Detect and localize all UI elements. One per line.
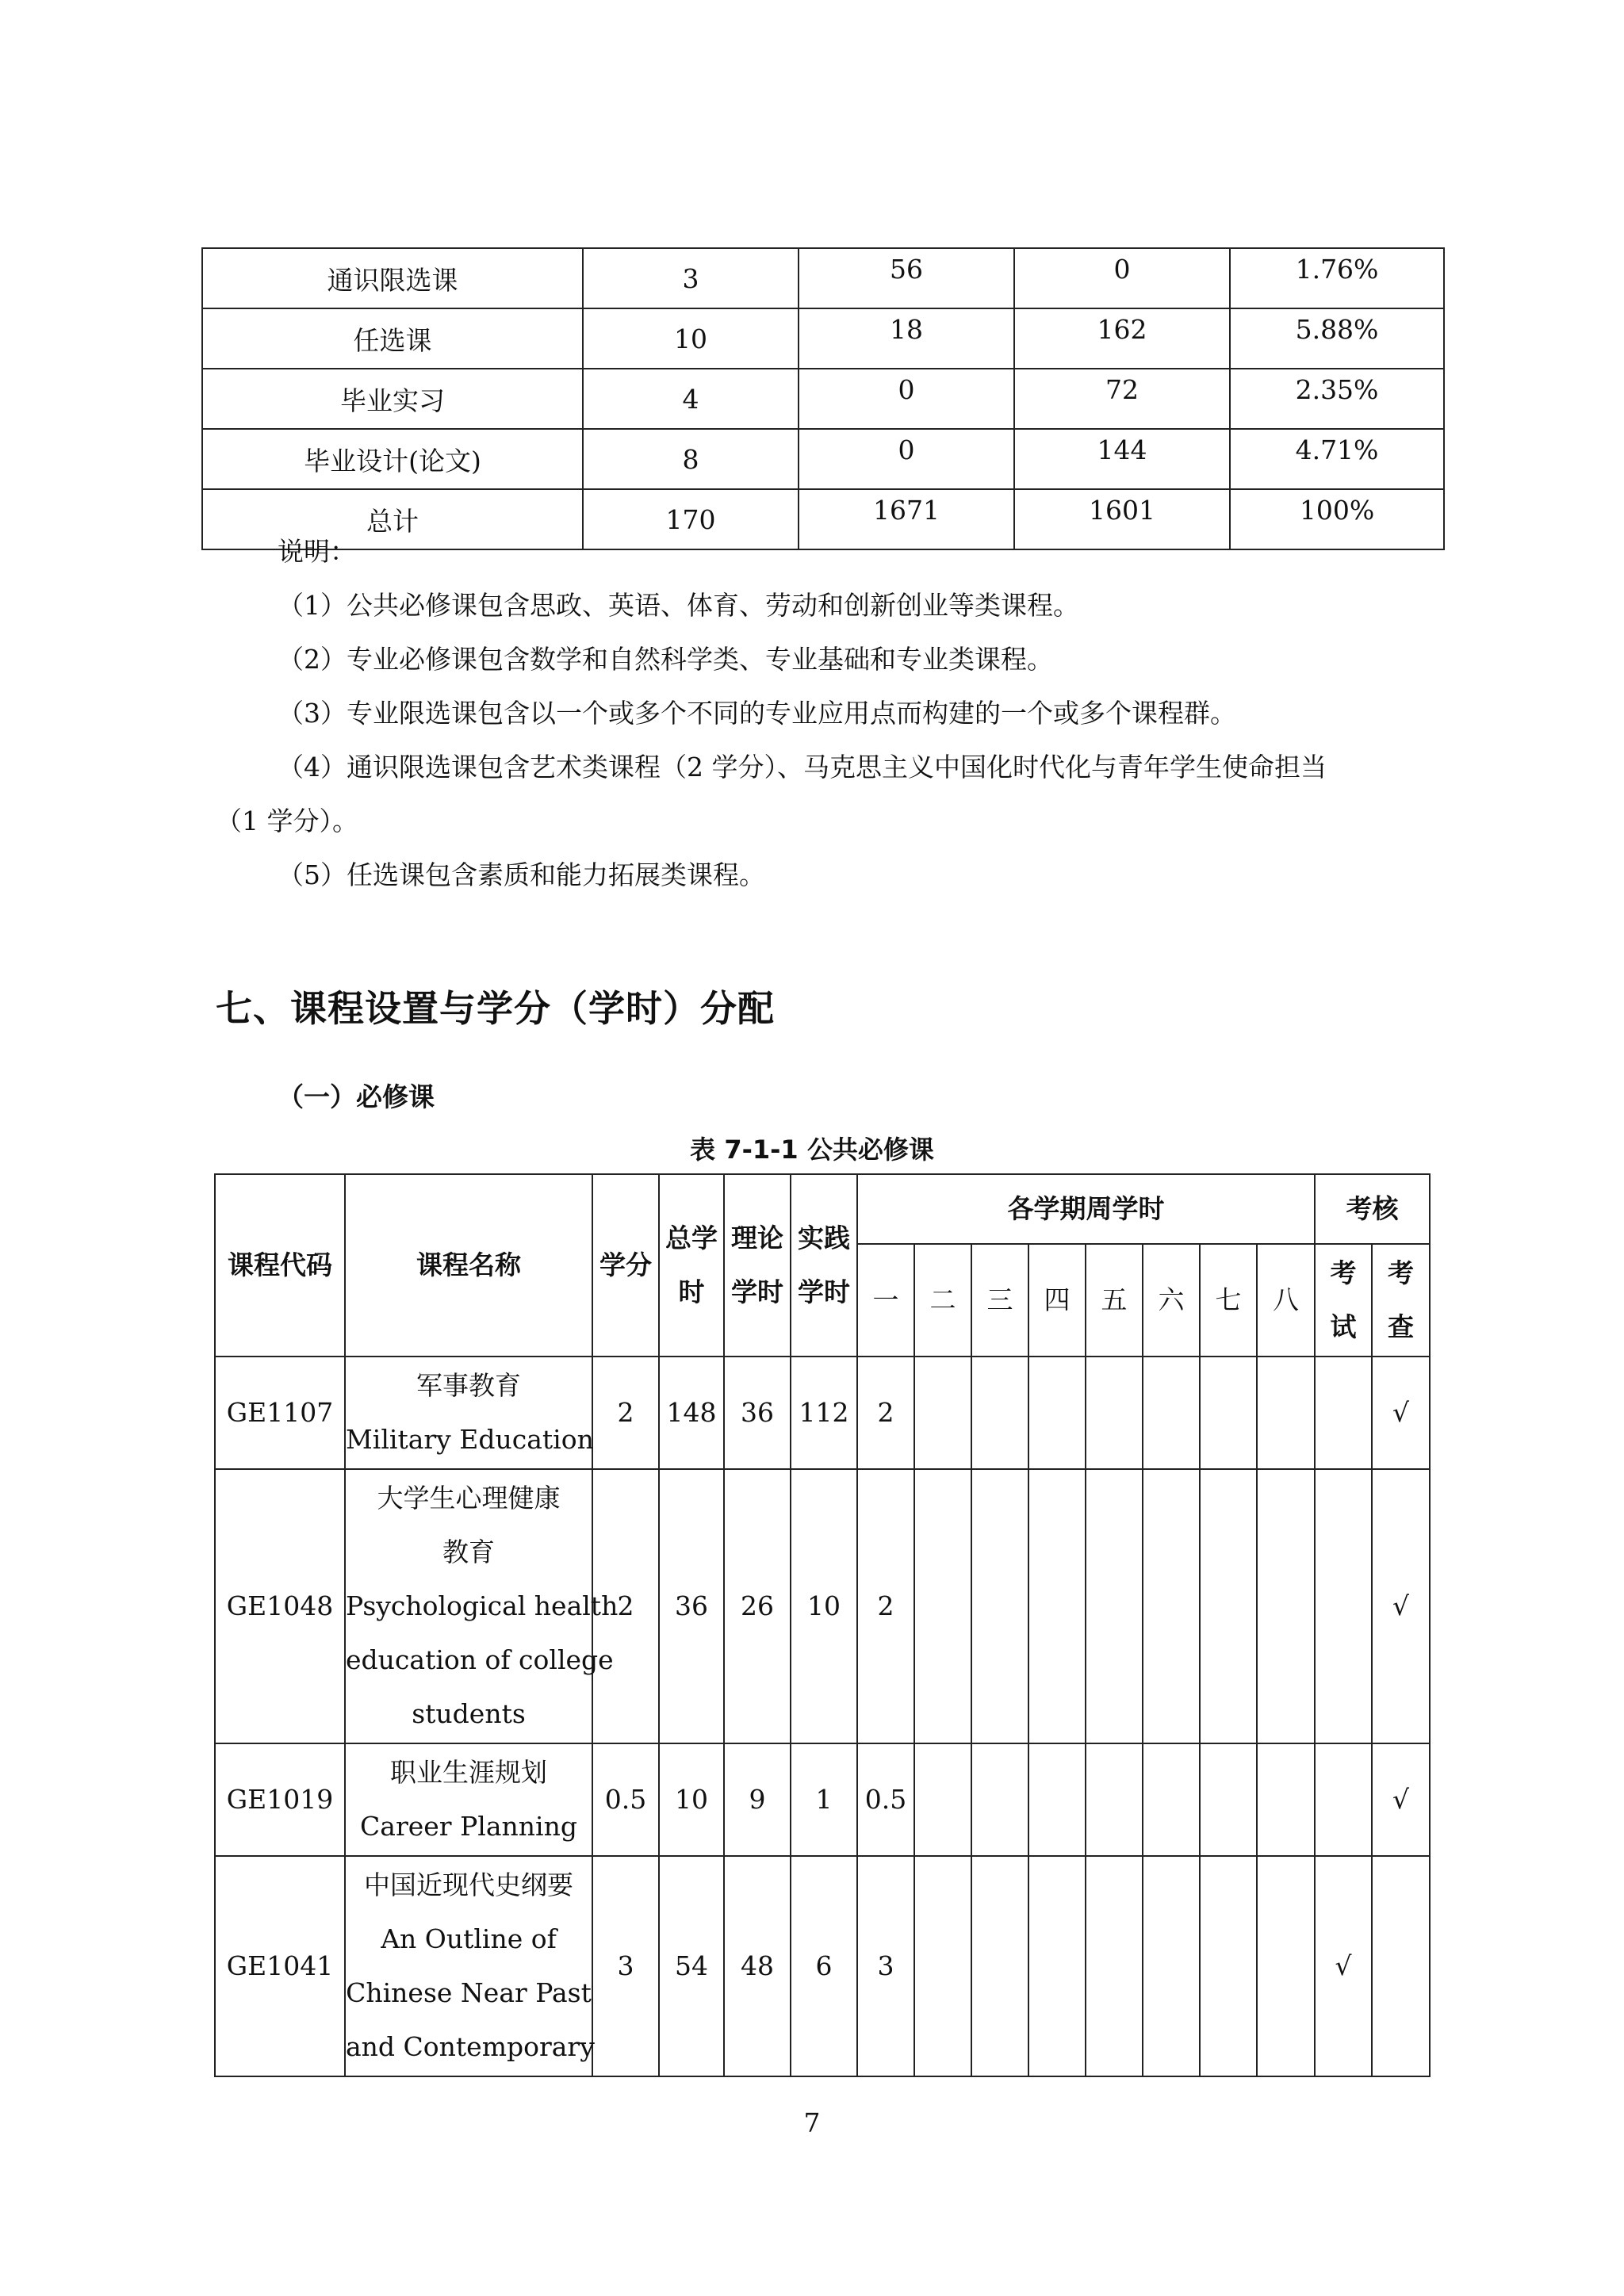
note-item-4: （4）通识限选课包含艺术类课程（2 学分）、马克思主义中国化时代化与青年学生使命担当 (278, 752, 1327, 783)
semester-1-hours: 2 (857, 1469, 914, 1743)
header-total-hours-line1: 总学 (665, 1223, 718, 1253)
summary-cell-theory: 18 (799, 308, 1014, 369)
header-semester-5: 五 (1086, 1244, 1143, 1357)
semester-4-hours (1028, 1856, 1086, 2076)
semester-2-hours (914, 1357, 971, 1469)
semester-4-hours (1028, 1743, 1086, 1856)
semester-5-hours (1086, 1743, 1143, 1856)
header-theory-hours-line1: 理论 (731, 1223, 783, 1253)
course-name (345, 1469, 619, 1743)
summary-cell-practice: 72 (1014, 369, 1230, 429)
summary-cell-percent: 2.35% (1230, 369, 1444, 429)
course-practice-hours: 10 (791, 1469, 857, 1743)
course-name-line: Psychological health (346, 1590, 619, 1621)
header-exam-line2: 试 (1330, 1311, 1357, 1342)
course-practice-hours: 1 (791, 1743, 857, 1856)
assessment-exam: √ (1315, 1856, 1372, 2076)
header-credit: 学分 (592, 1174, 659, 1357)
summary-row (202, 489, 1444, 549)
semester-4-hours (1028, 1469, 1086, 1743)
assessment-check (1372, 1856, 1430, 2076)
course-name-line: education of college (346, 1644, 614, 1675)
note-item-4-cont: （1 学分）。 (216, 806, 358, 836)
semester-1-hours: 3 (857, 1856, 914, 2076)
semester-8-hours (1257, 1357, 1315, 1469)
summary-cell-practice: 1601 (1014, 489, 1230, 549)
course-name-line: Chinese Near Past (346, 1977, 592, 2008)
semester-2-hours (914, 1856, 971, 2076)
semester-3-hours (971, 1743, 1028, 1856)
semester-5-hours (1086, 1357, 1143, 1469)
header-check-line2: 查 (1388, 1311, 1414, 1342)
header-total-hours-line2: 时 (678, 1276, 705, 1307)
header-practice-hours (791, 1174, 857, 1357)
course-name (345, 1357, 592, 1469)
semester-7-hours (1200, 1469, 1257, 1743)
header-theory-hours (724, 1174, 791, 1357)
note-item-2: （2）专业必修课包含数学和自然科学类、专业基础和专业类课程。 (278, 644, 1053, 675)
semester-8-hours (1257, 1469, 1315, 1743)
semester-5-hours (1086, 1469, 1143, 1743)
course-name-line: An Outline of (381, 1923, 557, 1954)
header-semester-3: 三 (971, 1244, 1028, 1357)
course-row (215, 1469, 1430, 1743)
course-code: GE1019 (215, 1743, 345, 1856)
semester-7-hours (1200, 1856, 1257, 2076)
summary-cell-practice: 0 (1014, 248, 1230, 308)
semester-5-hours (1086, 1856, 1143, 2076)
course-theory-hours: 9 (724, 1743, 791, 1856)
summary-cell-category: 毕业实习 (202, 369, 583, 429)
course-name-line: 大学生心理健康 (377, 1483, 561, 1513)
summary-row (202, 308, 1444, 369)
course-total-hours: 148 (659, 1357, 724, 1469)
summary-cell-credits: 170 (583, 489, 799, 549)
course-code: GE1041 (215, 1856, 345, 2076)
summary-cell-practice: 162 (1014, 308, 1230, 369)
course-code: GE1048 (215, 1469, 345, 1743)
course-credit: 3 (592, 1856, 659, 2076)
course-name-line: 教育 (442, 1536, 495, 1567)
semester-2-hours (914, 1743, 971, 1856)
semester-1-hours: 2 (857, 1357, 914, 1469)
summary-cell-percent: 100% (1230, 489, 1444, 549)
header-practice-hours-line2: 学时 (798, 1276, 850, 1307)
summary-cell-percent: 1.76% (1230, 248, 1444, 308)
course-name-line: and Contemporary (346, 2031, 595, 2062)
note-item-3: （3）专业限选课包含以一个或多个不同的专业应用点而构建的一个或多个课程群。 (278, 698, 1236, 729)
semester-3-hours (971, 1357, 1028, 1469)
semester-6-hours (1143, 1856, 1200, 2076)
summary-cell-theory: 1671 (799, 489, 1014, 549)
header-theory-hours-line2: 学时 (731, 1276, 783, 1307)
summary-cell-category: 通识限选课 (202, 248, 583, 308)
header-course-code: 课程代码 (215, 1174, 345, 1357)
semester-6-hours (1143, 1357, 1200, 1469)
course-credit: 2 (592, 1357, 659, 1469)
summary-cell-category: 毕业设计(论文) (202, 429, 583, 489)
header-semester-6: 六 (1143, 1244, 1200, 1357)
semester-1-hours: 0.5 (857, 1743, 914, 1856)
header-semester-8: 八 (1257, 1244, 1315, 1357)
page-number: 7 (803, 2107, 821, 2138)
note-item-1: （1）公共必修课包含思政、英语、体育、劳动和创新创业等类课程。 (278, 590, 1079, 621)
summary-cell-theory: 0 (799, 429, 1014, 489)
course-credit: 2 (592, 1469, 659, 1743)
assessment-exam (1315, 1743, 1372, 1856)
course-theory-hours: 36 (724, 1357, 791, 1469)
course-name-line: students (412, 1698, 526, 1729)
summary-cell-theory: 56 (799, 248, 1014, 308)
summary-cell-credits: 3 (583, 248, 799, 308)
course-total-hours: 36 (659, 1469, 724, 1743)
header-check-line1: 考 (1388, 1257, 1414, 1288)
header-course-name: 课程名称 (345, 1174, 592, 1357)
header-practice-hours-line1: 实践 (798, 1223, 850, 1253)
public-required-courses-table (214, 1173, 1431, 2077)
header-exam (1315, 1244, 1372, 1357)
course-row (215, 1743, 1430, 1856)
credit-summary-table (201, 247, 1445, 550)
assessment-exam (1315, 1469, 1372, 1743)
course-name-line: Military Education (346, 1424, 594, 1455)
summary-cell-theory: 0 (799, 369, 1014, 429)
summary-cell-practice: 144 (1014, 429, 1230, 489)
section-heading: 七、课程设置与学分（学时）分配 (216, 987, 775, 1030)
course-practice-hours: 112 (791, 1357, 857, 1469)
course-name (345, 1743, 592, 1856)
semester-4-hours (1028, 1357, 1086, 1469)
course-name (345, 1856, 595, 2076)
semester-7-hours (1200, 1743, 1257, 1856)
note-item-5: （5）任选课包含素质和能力拓展类课程。 (278, 859, 765, 890)
header-total-hours (659, 1174, 724, 1357)
summary-row (202, 248, 1444, 308)
assessment-check: √ (1372, 1743, 1430, 1856)
summary-cell-credits: 4 (583, 369, 799, 429)
semester-3-hours (971, 1469, 1028, 1743)
header-weekly-hours: 各学期周学时 (857, 1174, 1315, 1244)
summary-cell-category: 任选课 (202, 308, 583, 369)
table-caption: 表 7-1-1 公共必修课 (690, 1135, 934, 1165)
notes-title: 说明： (278, 536, 356, 567)
course-name-line: 军事教育 (416, 1370, 521, 1401)
header-check (1372, 1244, 1430, 1357)
course-total-hours: 54 (659, 1856, 724, 2076)
course-code: GE1107 (215, 1357, 345, 1469)
semester-6-hours (1143, 1743, 1200, 1856)
course-row (215, 1856, 1430, 2076)
course-name-line: Career Planning (360, 1811, 577, 1842)
semester-2-hours (914, 1469, 971, 1743)
course-theory-hours: 48 (724, 1856, 791, 2076)
header-exam-line1: 考 (1330, 1257, 1357, 1288)
subsection-heading: （一）必修课 (278, 1081, 435, 1112)
semester-8-hours (1257, 1856, 1315, 2076)
header-semester-4: 四 (1028, 1244, 1086, 1357)
semester-3-hours (971, 1856, 1028, 2076)
course-credit: 0.5 (592, 1743, 659, 1856)
summary-cell-percent: 5.88% (1230, 308, 1444, 369)
summary-row (202, 369, 1444, 429)
header-semester-7: 七 (1200, 1244, 1257, 1357)
course-name-line: 职业生涯规划 (390, 1757, 547, 1788)
header-semester-2: 二 (914, 1244, 971, 1357)
course-row (215, 1357, 1430, 1469)
course-practice-hours: 6 (791, 1856, 857, 2076)
course-total-hours: 10 (659, 1743, 724, 1856)
semester-6-hours (1143, 1469, 1200, 1743)
course-name-line: 中国近现代史纲要 (364, 1869, 573, 1900)
assessment-exam (1315, 1357, 1372, 1469)
summary-cell-credits: 8 (583, 429, 799, 489)
summary-row (202, 429, 1444, 489)
header-semester-1: 一 (857, 1244, 914, 1357)
semester-8-hours (1257, 1743, 1315, 1856)
semester-7-hours (1200, 1357, 1257, 1469)
summary-cell-percent: 4.71% (1230, 429, 1444, 489)
assessment-check: √ (1372, 1469, 1430, 1743)
course-theory-hours: 26 (724, 1469, 791, 1743)
header-assessment: 考核 (1315, 1174, 1430, 1244)
summary-cell-category: 总计 (202, 489, 583, 549)
assessment-check: √ (1372, 1357, 1430, 1469)
summary-cell-credits: 10 (583, 308, 799, 369)
